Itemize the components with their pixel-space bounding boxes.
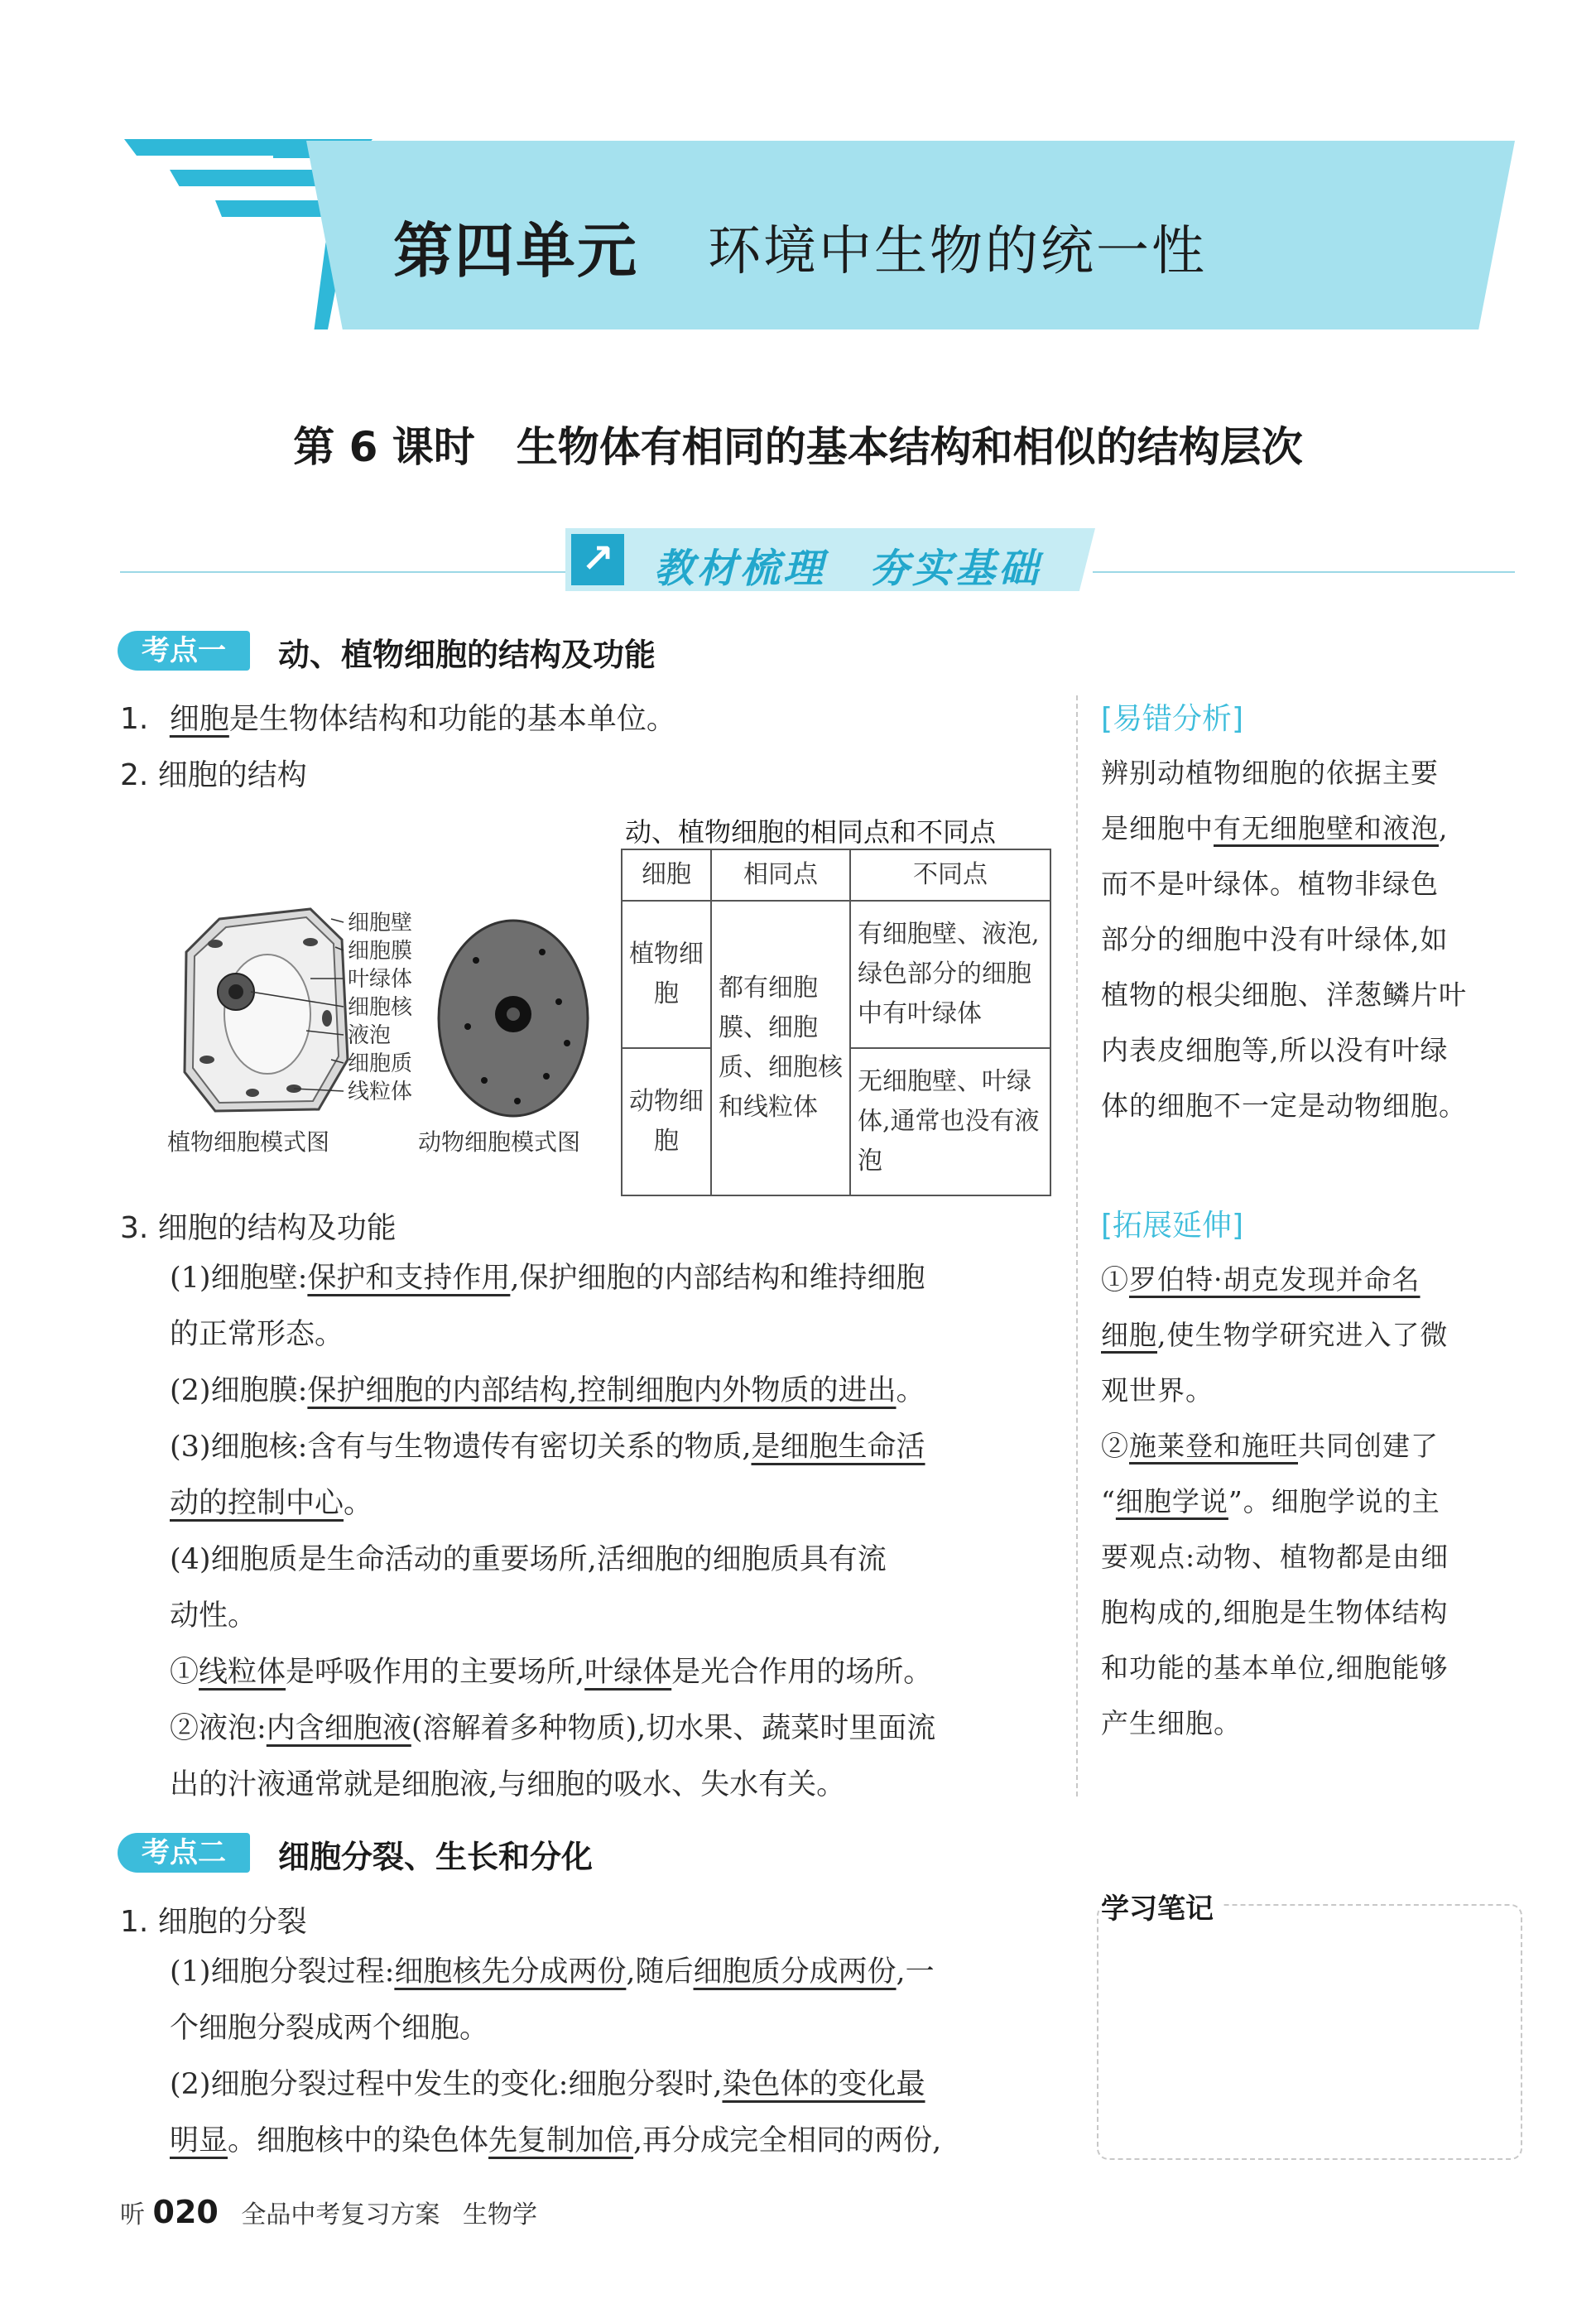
table-caption: 动、植物细胞的相同点和不同点 xyxy=(625,816,997,848)
plant-vacuole xyxy=(224,955,310,1074)
kaodian1-title: 动、植物细胞的结构及功能 xyxy=(278,637,656,673)
item-1 xyxy=(120,695,676,738)
label-nucleus: 细胞核 xyxy=(348,995,413,1020)
section-label: 教材梳理 夯实基础 xyxy=(654,546,1042,592)
label-chloroplast: 叶绿体 xyxy=(348,967,413,992)
unit-number: 第四单元 xyxy=(393,216,639,286)
para-organelles: ①线粒体是呼吸作用的主要场所,叶绿体是光合作用的场所。 xyxy=(170,1656,933,1689)
kaodian1-body xyxy=(170,1250,1055,1813)
kaodian1-badge: 考点一 xyxy=(118,631,250,671)
para-division-change-cont: 明显。细胞核中的染色体先复制加倍,再分成完全相同的两份, xyxy=(170,2124,942,2157)
kaodian2-badge: 考点二 xyxy=(118,1833,250,1873)
yicuo-heading: [易错分析] xyxy=(1101,702,1244,736)
column-divider xyxy=(1076,695,1078,1796)
footer-subject: 生物学 xyxy=(462,2200,537,2229)
footer-prefix: 听 xyxy=(120,2200,145,2229)
page-number: 020 xyxy=(152,2194,219,2230)
item-3: 3. 细胞的结构及功能 xyxy=(120,1211,397,1245)
para-division-process: (1)细胞分裂过程:细胞核先分成两份,随后细胞质分成两份,一 xyxy=(170,1955,935,1989)
tuozhan-body: ①罗伯特·胡克发现并命名 细胞,使生物学研究进入了微 观世界。 ②施莱登和施旺共同创建了 “细胞学说”。细胞学说的主 要观点:动物、植物都是由细 胞构成的,细胞是生物体结构 和功能的基本单位,细胞能够 产生细胞。 xyxy=(1101,1263,1449,1739)
cell-compare-table xyxy=(621,849,1051,1196)
unit-title: 环境中生物的统一性 xyxy=(708,221,1207,282)
para-division-process-cont: 个细胞分裂成两个细胞。 xyxy=(170,2012,489,2045)
footer xyxy=(120,2194,537,2230)
yicuo-body: 辨别动植物细胞的依据主要 是细胞中有无细胞壁和液泡, 而不是叶绿体。植物非绿色 部分的细胞中没有叶绿体,如 植物的根尖细胞、洋葱鳞片叶 内表皮细胞等,所以没有叶绿 体的细胞不一定是动物细胞。 xyxy=(1101,757,1467,1122)
table-cell-common: 都有细胞膜、细胞质、细胞核和线粒体 xyxy=(711,901,850,1195)
table-header: 细胞 xyxy=(622,849,711,901)
animal-cell-caption: 动物细胞模式图 xyxy=(418,1128,581,1156)
item-1-number: 1. xyxy=(120,702,149,736)
para-cytoplasm-cont: 动性。 xyxy=(170,1599,257,1633)
label-cell-membrane: 细胞膜 xyxy=(348,939,413,964)
para-division-change: (2)细胞分裂过程中发生的变化:细胞分裂时,染色体的变化最 xyxy=(170,2068,925,2101)
para-cytoplasm: (4)细胞质是生命活动的重要场所,活细胞的细胞质具有流 xyxy=(170,1543,887,1576)
para-vacuole-cont: 出的汁液通常就是细胞液,与细胞的吸水、失水有关。 xyxy=(170,1768,846,1801)
section-rule-left xyxy=(120,571,567,573)
table-header: 相同点 xyxy=(711,849,850,901)
table-cell-plant: 植物细胞 xyxy=(622,901,711,1048)
section-rule-right xyxy=(1093,571,1515,573)
para-nucleus: (3)细胞核:含有与生物遗传有密切关系的物质,是细胞生命活 xyxy=(170,1431,925,1464)
para-cell-wall: (1)细胞壁:保护和支持作用,保护细胞的内部结构和维持细胞 xyxy=(170,1262,925,1295)
label-cell-wall: 细胞壁 xyxy=(348,911,413,935)
para-cell-membrane: (2)细胞膜:保护细胞的内部结构,控制细胞内外物质的进出。 xyxy=(170,1374,925,1407)
k2-item-1: 1. 细胞的分裂 xyxy=(120,1905,307,1939)
arrow-icon: ↗ xyxy=(571,534,624,585)
plant-cell-caption: 植物细胞模式图 xyxy=(167,1128,330,1156)
table-header: 不同点 xyxy=(850,849,1050,901)
label-cytoplasm: 细胞质 xyxy=(348,1051,413,1076)
item-1-blank: 细胞 xyxy=(169,702,229,736)
kaodian2-title: 细胞分裂、生长和分化 xyxy=(278,1839,594,1875)
kaodian2-body xyxy=(170,1944,1055,2169)
item-1-text: 是生物体结构和功能的基本单位。 xyxy=(228,702,676,736)
item-2: 2. 细胞的结构 xyxy=(120,758,307,792)
label-vacuole: 液泡 xyxy=(348,1023,392,1048)
table-cell-animal: 动物细胞 xyxy=(622,1048,711,1195)
para-nucleus-cont: 动的控制中心。 xyxy=(170,1487,373,1520)
lesson-title: 第 6 课时 生物体有相同的基本结构和相似的结构层次 xyxy=(293,423,1303,471)
footer-book: 全品中考复习方案 xyxy=(241,2200,440,2229)
label-mitochondria: 线粒体 xyxy=(348,1080,413,1104)
table-cell-animal-diff: 无细胞壁、叶绿体,通常也没有液泡 xyxy=(850,1048,1050,1195)
para-cell-wall-cont: 的正常形态。 xyxy=(170,1318,344,1351)
table-cell-plant-diff: 有细胞壁、液泡,绿色部分的细胞中有叶绿体 xyxy=(850,901,1050,1048)
study-notes-box[interactable] xyxy=(1097,1904,1522,2160)
para-vacuole: ②液泡:内含细胞液(溶解着多种物质),切水果、蔬菜时里面流 xyxy=(170,1712,936,1745)
tuozhan-heading: [拓展延伸] xyxy=(1101,1209,1244,1243)
study-notes-title: 学习笔记 xyxy=(1101,1886,1222,1926)
